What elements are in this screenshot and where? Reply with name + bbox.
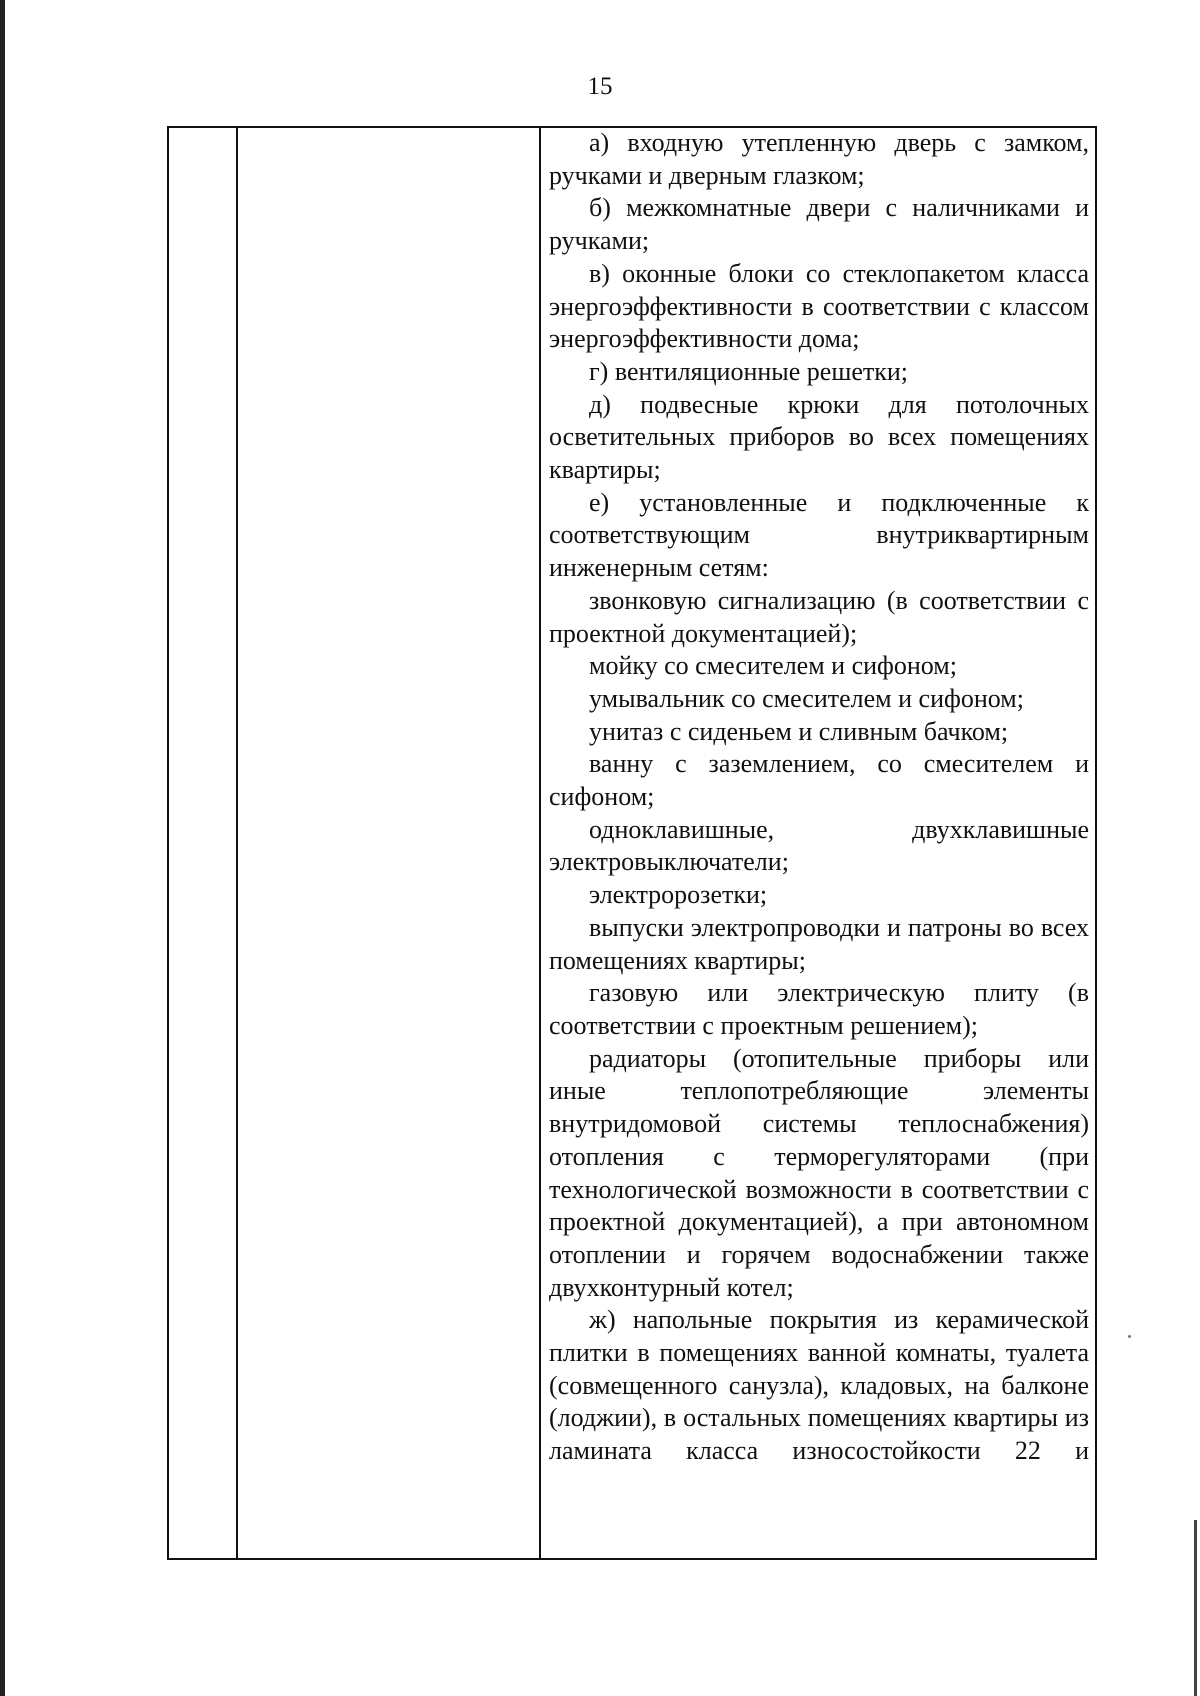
- paragraph-radiators: радиаторы (отопительные приборы или иные теплопотребляющие элементы внутридомовой системы теплоснабжения) отопления с терморегуляторами (при технологической возможности в соответствии с проектной документацией), а при автономном отоплении и горячем водоснабжении также двухконтурный котел;: [549, 1043, 1089, 1302]
- paragraph-toilet: унитаз с сиденьем и сливным бачком;: [589, 716, 1009, 746]
- table-column-divider-1: [236, 128, 238, 1558]
- page-number: 15: [587, 73, 613, 100]
- scan-edge-left: [0, 0, 5, 1696]
- paragraph-a: а) входную утепленную дверь с замком, ручками и дверным глазком;: [549, 128, 1089, 190]
- table-column-divider-2: [539, 128, 541, 1558]
- paragraph-wiring: выпуски электропроводки и патроны во всех помещениях квартиры;: [549, 912, 1089, 975]
- table-cell-text: [549, 127, 1089, 1468]
- paragraph-bath: ванну с заземлением, со смесителем и сифоном;: [549, 749, 1089, 812]
- paragraph-e: е) установленные и подключенные к соответствующим внутриквартирным инженерным сетям:: [549, 487, 1089, 583]
- paragraph-zh: ж) напольные покрытия из керамической плитки в помещениях ванной комнаты, туалета (совмещенного санузла), кладовых, на балконе (лоджии), в остальных помещениях квартиры из ламината класса износостойкости 22 и: [549, 1305, 1089, 1466]
- paragraph-stove: газовую или электрическую плиту (в соответствии с проектным решением);: [549, 978, 1089, 1040]
- paragraph-d: д) подвесные крюки для потолочных осветительных приборов во всех помещениях квартиры;: [549, 389, 1089, 485]
- paragraph-sink: мойку со смесителем и сифоном;: [589, 651, 957, 681]
- paragraph-b: б) межкомнатные двери с наличниками и ручками;: [549, 193, 1089, 256]
- paragraph-bell: звонковую сигнализацию (в соответствии с проектной документацией);: [549, 585, 1089, 648]
- paragraph-g: г) вентиляционные решетки;: [589, 356, 909, 386]
- paragraph-washbasin: умывальник со смесителем и сифоном;: [589, 683, 1024, 713]
- scan-edge-right: [1194, 1520, 1197, 1696]
- paragraph-v: в) оконные блоки со стеклопакетом класса энергоэффективности в соответствии с классом энергоэффективности дома;: [549, 258, 1089, 354]
- paragraph-switches: одноклавишные, двухклавишные электровыключатели;: [549, 814, 1089, 877]
- paragraph-sockets: электророзетки;: [589, 880, 768, 910]
- scan-speck: [1128, 1335, 1131, 1338]
